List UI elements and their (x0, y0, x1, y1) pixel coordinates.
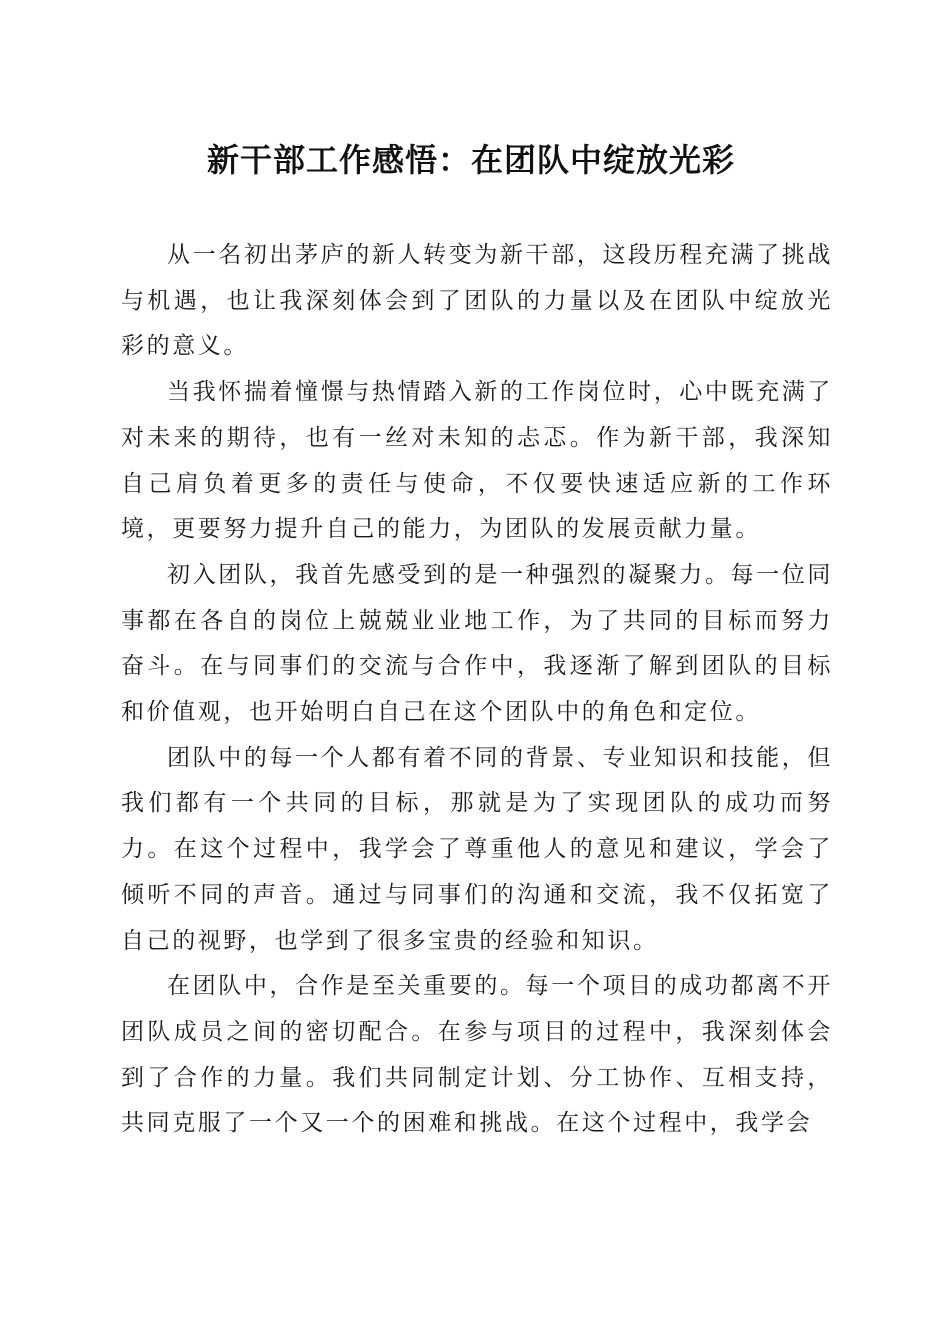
paragraph: 在团队中，合作是至关重要的。每一个项目的成功都离不开团队成员之间的密切配合。在参与项目的过程中，我深刻体会到了合作的力量。我们共同制定计划、分工协作、互相支持，共同克服了一个又一个的困难和挑战。在这个过程中，我学会 (121, 973, 833, 1137)
paragraph: 初入团队，我首先感受到的是一种强烈的凝聚力。每一位同事都在各自的岗位上兢兢业业地工作，为了共同的目标而努力奋斗。在与同事们的交流与合作中，我逐渐了解到团队的目标和价值观，也开始明白自己在这个团队中的角色和定位。 (121, 561, 833, 726)
document-body (121, 233, 833, 1147)
document-title: 新干部工作感悟：在团队中绽放光彩 (206, 141, 735, 179)
paragraph: 团队中的每一个人都有着不同的背景、专业知识和技能，但我们都有一个共同的目标，那就是为了实现团队的成功而努力。在这个过程中，我学会了尊重他人的意见和建议，学会了倾听不同的声音。通过与同事们的沟通和交流，我不仅拓宽了自己的视野，也学到了很多宝贵的经验和知识。 (121, 744, 833, 954)
paragraph: 从一名初出茅庐的新人转变为新干部，这段历程充满了挑战与机遇，也让我深刻体会到了团队的力量以及在团队中绽放光彩的意义。 (121, 242, 833, 360)
paragraph: 当我怀揣着憧憬与热情踏入新的工作岗位时，心中既充满了对未来的期待，也有一丝对未知的忐忑。作为新干部，我深知自己肩负着更多的责任与使命，不仅要快速适应新的工作环境，更要努力提升自己的能力，为团队的发展贡献力量。 (121, 379, 833, 543)
